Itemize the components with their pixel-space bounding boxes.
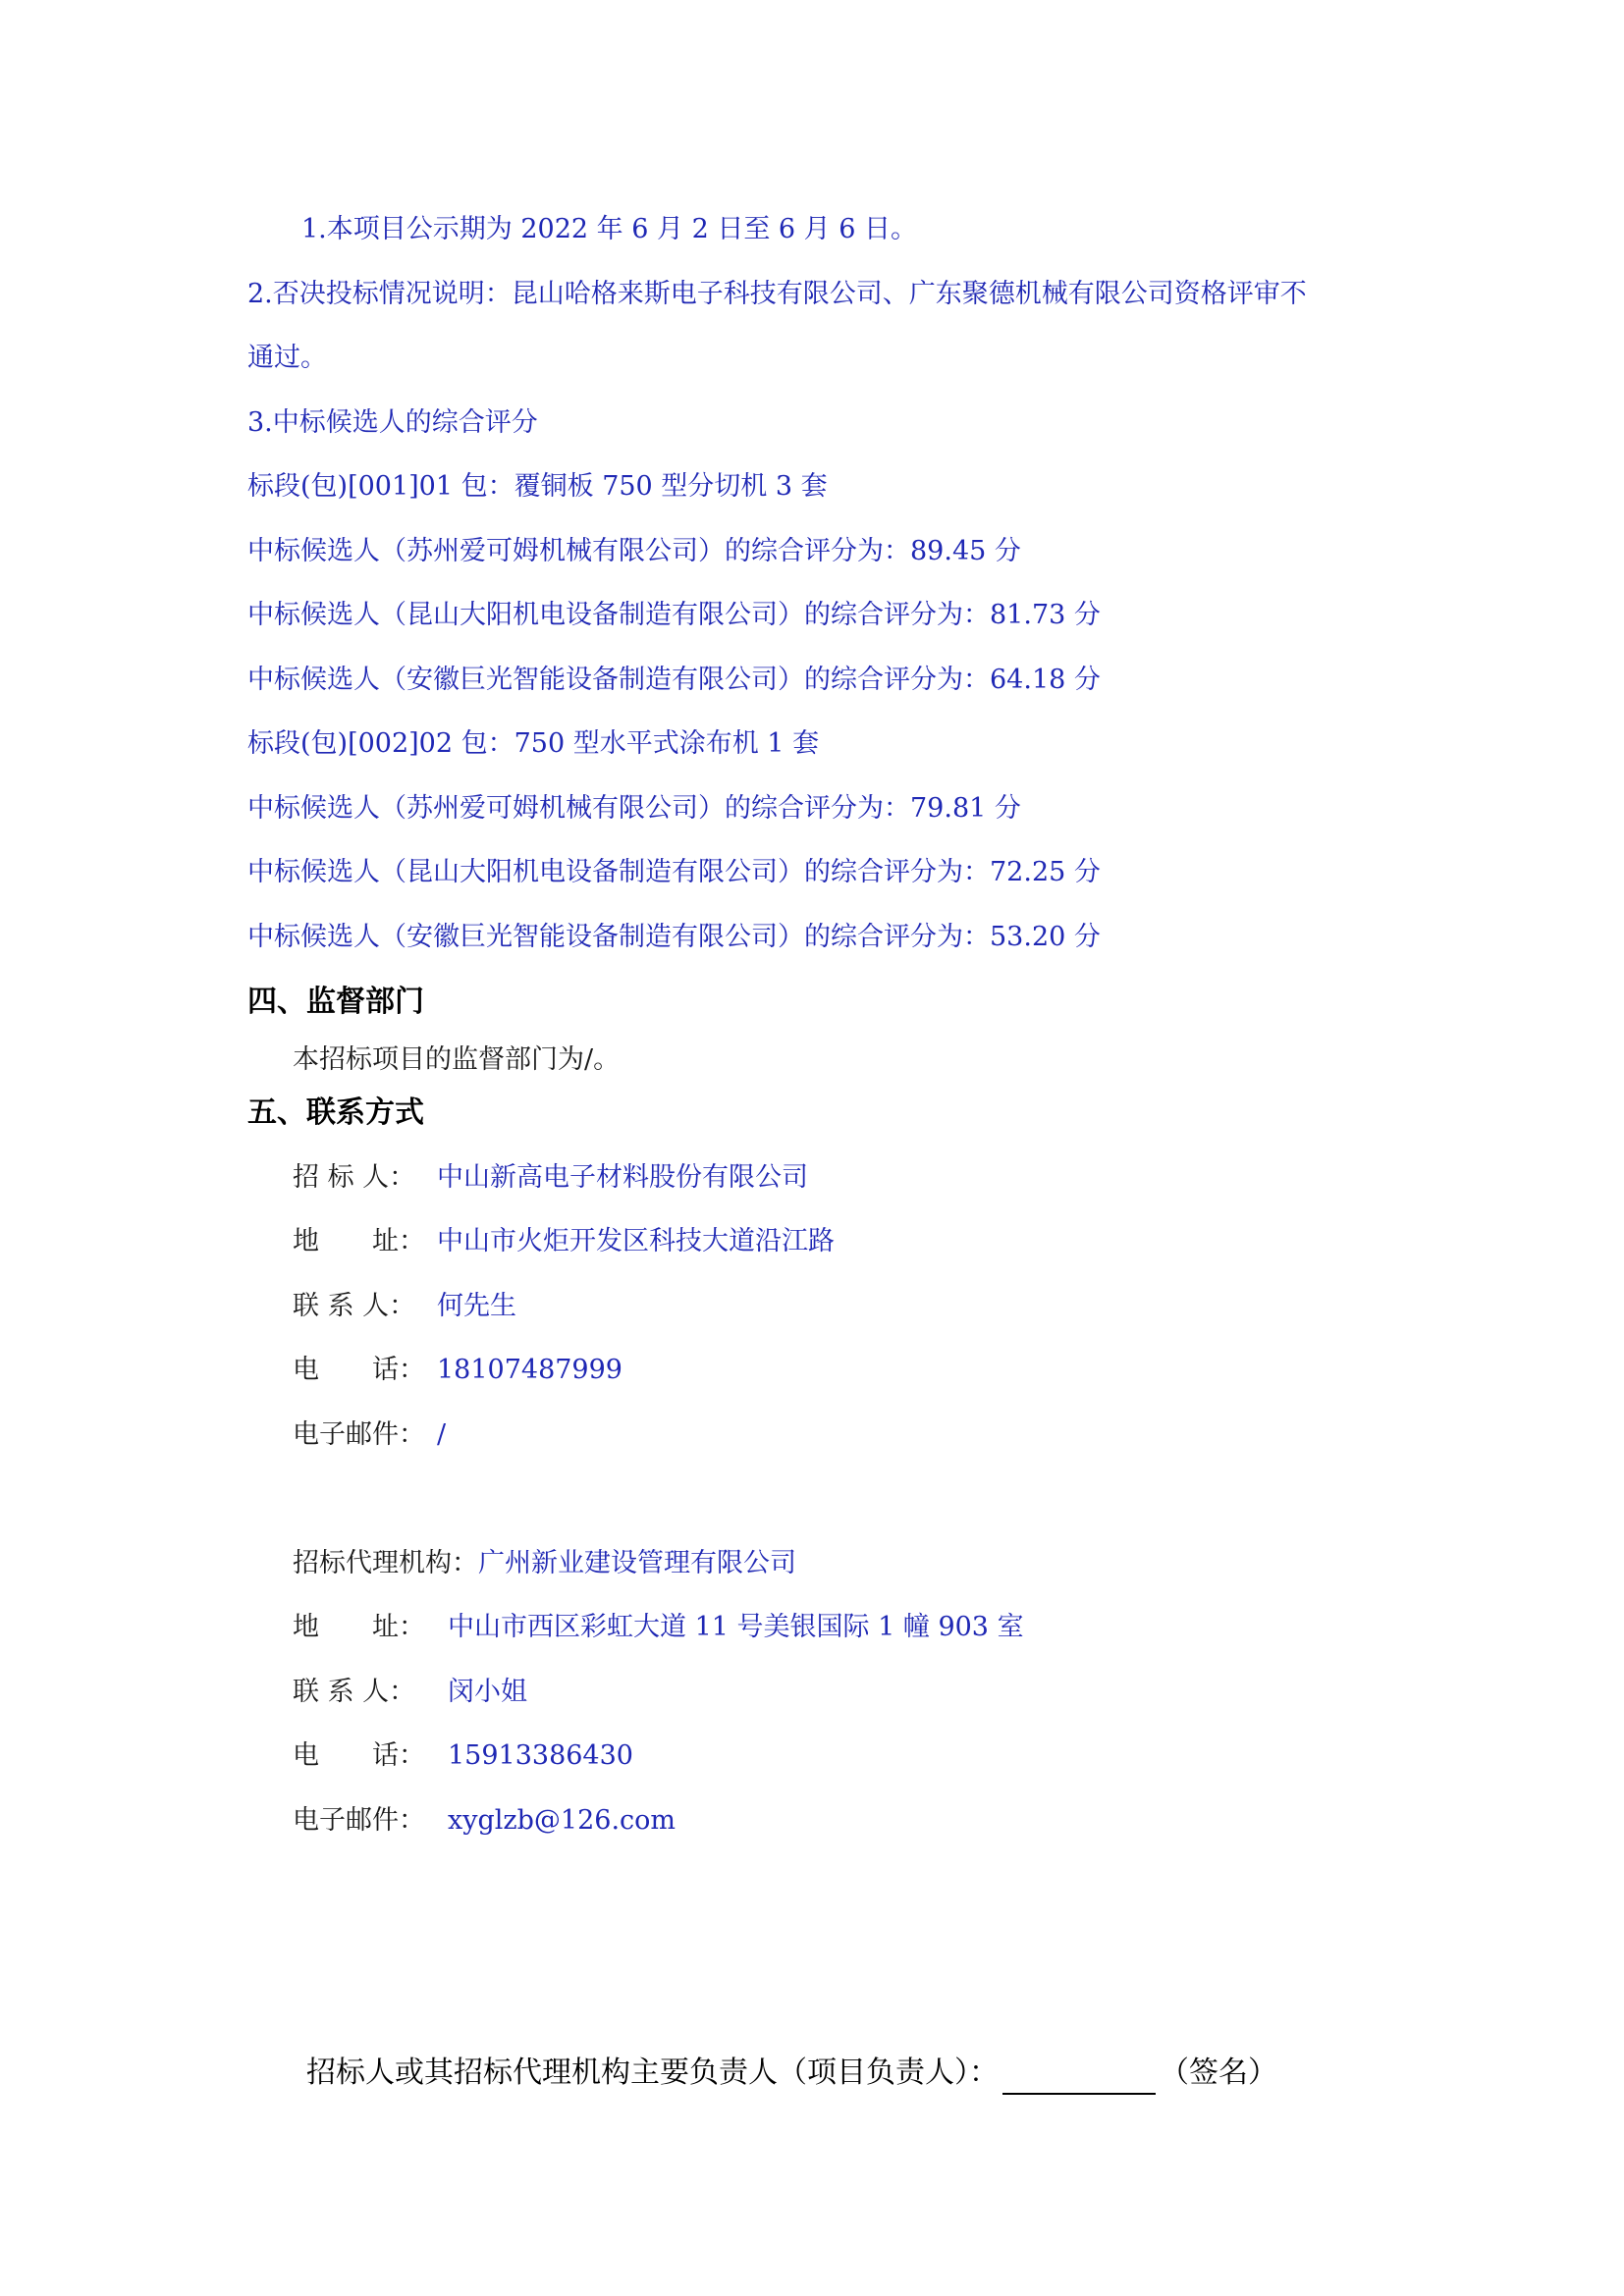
signature-suffix: （签名） xyxy=(1160,2056,1277,2090)
section-heading-supervision: 四、监督部门 xyxy=(247,985,424,1019)
contact-label: 联 系 人： xyxy=(293,1677,416,1707)
lot-score-line: 中标候选人（苏州爱可姆机械有限公司）的综合评分为：79.81 分 xyxy=(247,793,1021,824)
contact-value: 中山新高电子材料股份有限公司 xyxy=(437,1162,808,1193)
contact-row-email xyxy=(293,1415,446,1455)
contact-value: 中山市火炬开发区科技大道沿江路 xyxy=(437,1226,835,1256)
contact-row-address xyxy=(293,1222,835,1261)
note-item-3: 3.中标候选人的综合评分 xyxy=(247,407,538,438)
contact-value: 18107487999 xyxy=(437,1355,623,1385)
note-item-2: 2.否决投标情况说明：昆山哈格来斯电子科技有限公司、广东聚德机械有限公司资格评审不 xyxy=(247,279,1307,309)
contact-label: 电 话： xyxy=(293,1355,425,1385)
contact-label: 地 址： xyxy=(293,1226,425,1256)
contact-value: 15913386430 xyxy=(448,1740,633,1771)
contact-row-person xyxy=(293,1287,516,1326)
contact-value: / xyxy=(437,1419,447,1450)
supervision-text: 本招标项目的监督部门为/。 xyxy=(293,1044,621,1075)
lot-score-line: 中标候选人（苏州爱可姆机械有限公司）的综合评分为：89.45 分 xyxy=(247,536,1021,566)
contact-row-phone xyxy=(293,1351,623,1390)
contact-row-tenderer xyxy=(293,1158,808,1198)
contact-label: 招 标 人： xyxy=(293,1162,416,1193)
signature-prefix: 招标人或其招标代理机构主要负责人（项目负责人）： xyxy=(306,2056,999,2090)
contact-label: 地 址： xyxy=(293,1612,425,1642)
contact-row-address xyxy=(293,1608,1024,1647)
contact-label: 电子邮件： xyxy=(293,1805,425,1836)
contact-row-phone xyxy=(293,1736,633,1776)
contact-value: 何先生 xyxy=(437,1291,516,1321)
contact-value: 广州新业建设管理有限公司 xyxy=(478,1548,796,1578)
contact-label: 联 系 人： xyxy=(293,1291,416,1321)
lot-score-line: 中标候选人（安徽巨光智能设备制造有限公司）的综合评分为：53.20 分 xyxy=(247,922,1101,952)
section-heading-contact: 五、联系方式 xyxy=(247,1095,424,1130)
contact-value: 闵小姐 xyxy=(448,1677,527,1707)
lot-title: 标段(包)[001]01 包：覆铜板 750 型分切机 3 套 xyxy=(247,471,828,502)
note-item-2-cont: 通过。 xyxy=(247,343,327,373)
contact-value: xyglzb@126.com xyxy=(448,1805,677,1836)
contact-row-agency xyxy=(293,1544,796,1583)
contact-row-person xyxy=(293,1673,527,1712)
signature-blank[interactable] xyxy=(1002,2063,1156,2095)
lot-title: 标段(包)[002]02 包：750 型水平式涂布机 1 套 xyxy=(247,728,820,759)
signature-line xyxy=(306,2052,1277,2095)
contact-value: 中山市西区彩虹大道 11 号美银国际 1 幢 903 室 xyxy=(448,1612,1024,1642)
lot-score-line: 中标候选人（安徽巨光智能设备制造有限公司）的综合评分为：64.18 分 xyxy=(247,665,1101,695)
contact-label: 电子邮件： xyxy=(293,1419,425,1450)
lot-score-line: 中标候选人（昆山大阳机电设备制造有限公司）的综合评分为：72.25 分 xyxy=(247,857,1101,887)
contact-row-email xyxy=(293,1801,676,1841)
contact-label: 招标代理机构： xyxy=(293,1548,478,1578)
note-item-1: 1.本项目公示期为 2022 年 6 月 2 日至 6 月 6 日。 xyxy=(301,214,918,244)
lot-score-line: 中标候选人（昆山大阳机电设备制造有限公司）的综合评分为：81.73 分 xyxy=(247,600,1101,630)
contact-label: 电 话： xyxy=(293,1740,425,1771)
